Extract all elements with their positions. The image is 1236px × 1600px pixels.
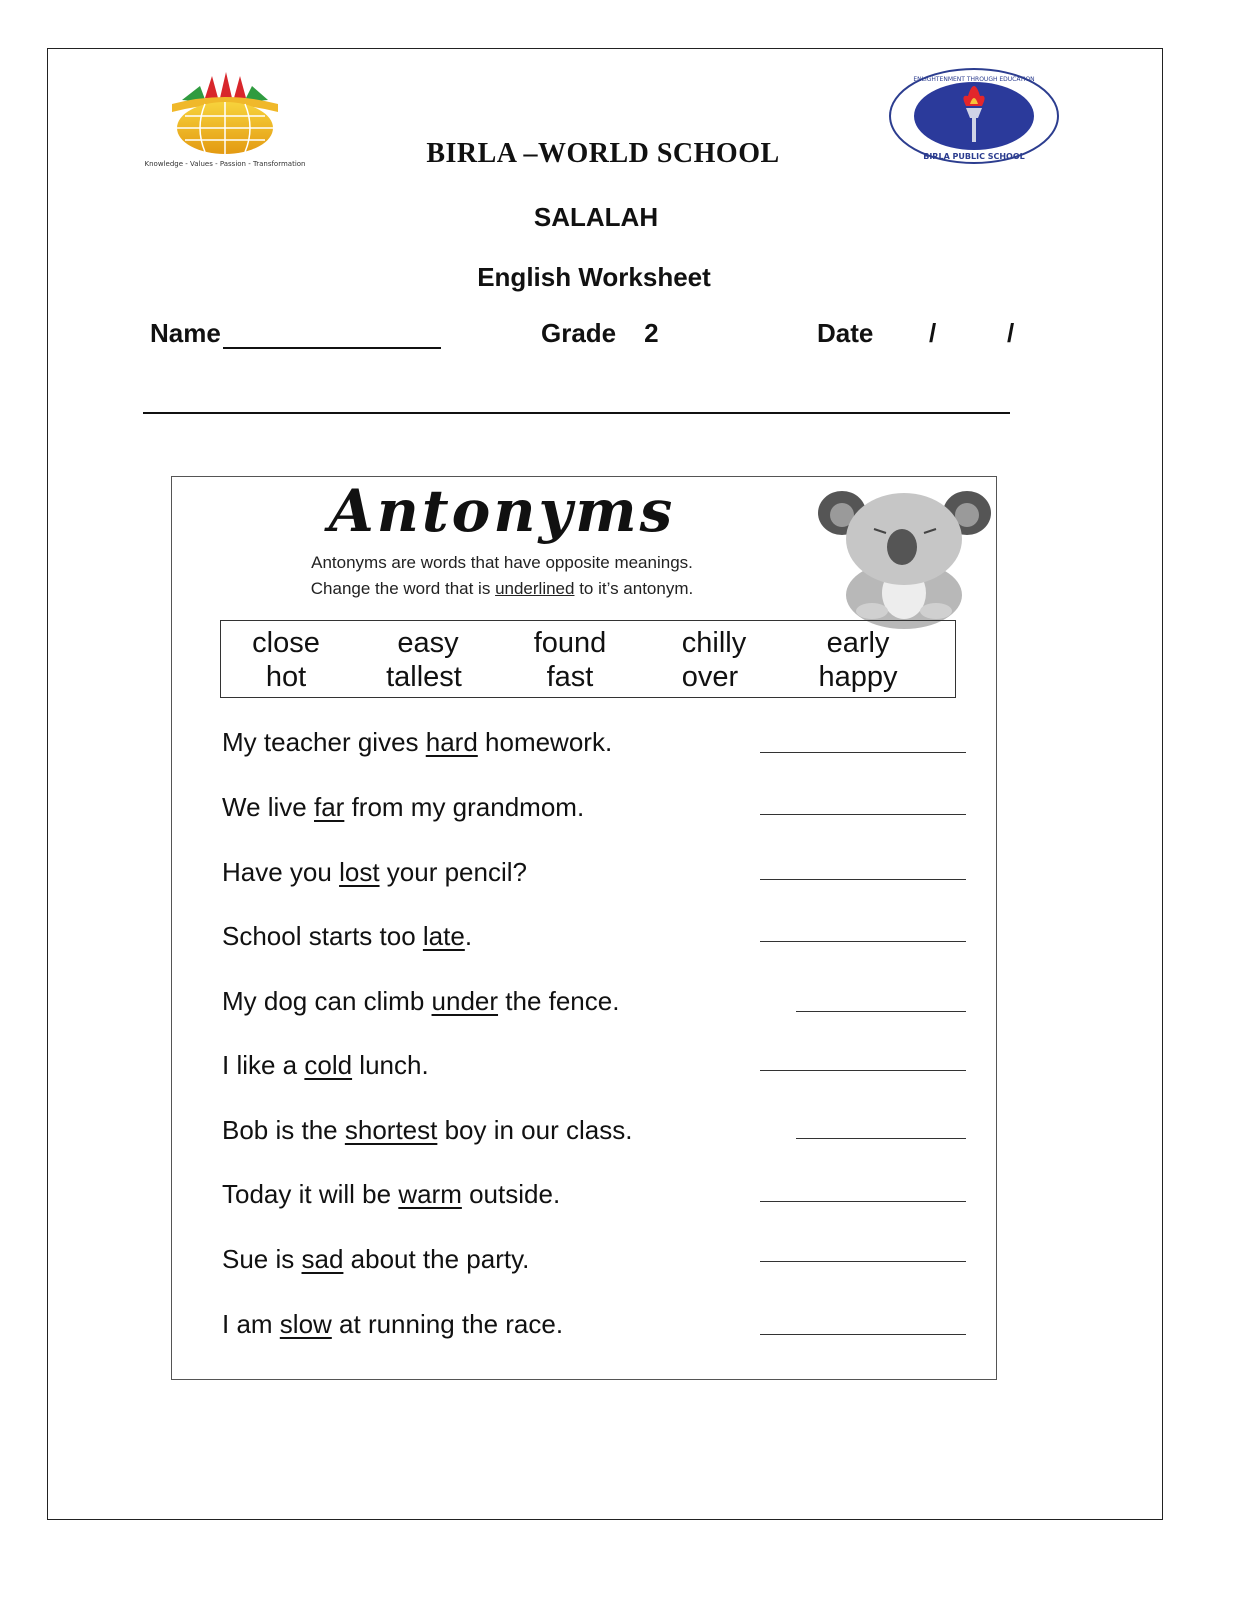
koala-illustration [812, 485, 994, 621]
word-bank-item: chilly [681, 627, 747, 659]
date-separator: / [929, 318, 937, 348]
school-logo-left [144, 68, 306, 172]
date-separator: / [1007, 318, 1015, 348]
answer-blank[interactable] [796, 1011, 966, 1012]
word-bank-item: over [681, 661, 739, 693]
question-sentence: Have you lost your pencil? [222, 857, 527, 887]
answer-blank[interactable] [760, 814, 966, 815]
answer-blank[interactable] [760, 1334, 966, 1335]
word-bank-item: found [533, 627, 607, 659]
question-sentence: Today it will be warm outside. [222, 1179, 561, 1209]
word-bank-item: close [252, 627, 320, 659]
answer-blank[interactable] [760, 1070, 966, 1071]
logo-ring-top: ENLIGHTENMENT THROUGH EDUCATION [913, 76, 1035, 83]
question-sentence: My teacher gives hard homework. [222, 727, 613, 757]
grade-field [541, 318, 659, 349]
grade-value: 2 [644, 318, 659, 348]
word-bank-item: early [826, 627, 890, 659]
school-name: BIRLA –WORLD SCHOOL [426, 138, 780, 169]
logo-motto: Knowledge - Values - Passion - Transformation [144, 160, 306, 168]
logo-ring-bottom: BIRLA PUBLIC SCHOOL [923, 152, 1025, 161]
word-bank-item: fast [546, 661, 594, 693]
word-bank-item: hot [265, 661, 307, 693]
question-sentence: I like a cold lunch. [222, 1050, 429, 1080]
question-sentence: I am slow at running the race. [222, 1309, 564, 1339]
name-label: Name [150, 318, 221, 348]
word-bank-item: easy [397, 627, 459, 659]
instruction-line-1: Antonyms are words that have opposite meanings. [311, 553, 693, 572]
answer-blank[interactable] [760, 1261, 966, 1262]
word-bank [220, 620, 956, 698]
school-logo-right [888, 66, 1060, 166]
date-field[interactable] [817, 318, 1015, 349]
name-blank[interactable] [223, 321, 441, 349]
question-sentence: We live far from my grandmom. [222, 792, 585, 822]
answer-blank[interactable] [796, 1138, 966, 1139]
antonyms-worksheet [171, 476, 997, 1380]
question-sentence: School starts too late. [222, 921, 473, 951]
date-label: Date [817, 318, 874, 348]
answer-blank[interactable] [760, 752, 966, 753]
worksheet-heading: Antonyms [328, 477, 676, 545]
question-sentence: Bob is the shortest boy in our class. [222, 1115, 633, 1145]
word-bank-item: happy [818, 661, 898, 693]
header-divider [143, 412, 1010, 414]
question-sentence: My dog can climb under the fence. [222, 986, 620, 1016]
answer-blank[interactable] [760, 941, 966, 942]
instruction-line-2: Change the word that is underlined to it’s antonym. [310, 579, 694, 598]
answer-blank[interactable] [760, 879, 966, 880]
question-sentence: Sue is sad about the party. [222, 1244, 530, 1274]
answer-blank[interactable] [760, 1201, 966, 1202]
worksheet-title: English Worksheet [477, 262, 711, 292]
grade-label: Grade [541, 318, 617, 348]
school-city: SALALAH [533, 202, 659, 232]
name-field[interactable] [150, 318, 441, 349]
word-bank-item: tallest [386, 661, 462, 693]
